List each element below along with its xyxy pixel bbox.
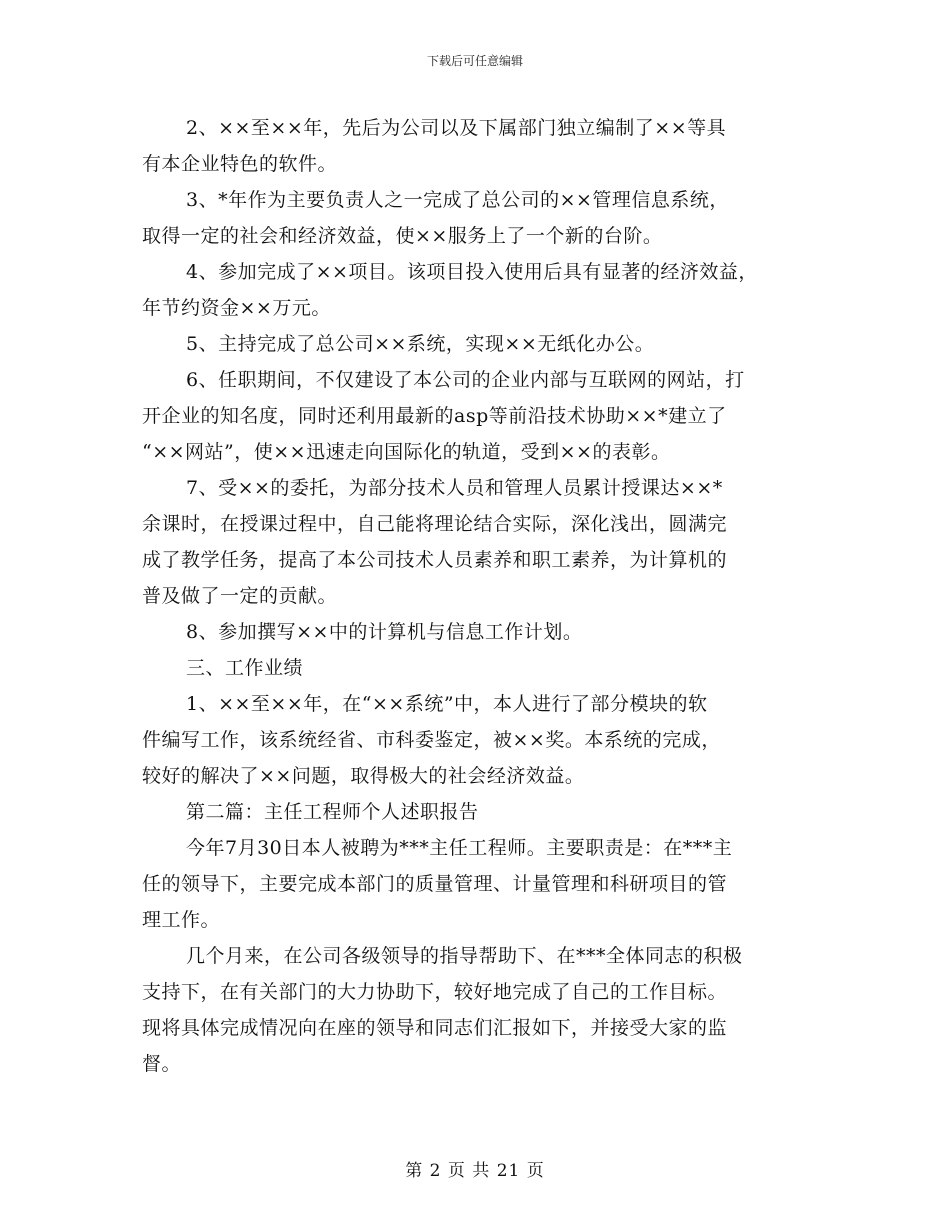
text-line: 现将具体完成情况向在座的领导和同志们汇报如下，并接受大家的监: [142, 1017, 728, 1039]
text-line: 1、××至××年，在“××系统”中，本人进行了部分模块的软: [186, 693, 708, 715]
text-line: 件编写工作，该系统经省、市科委鉴定，被××奖。本系统的完成，: [142, 729, 721, 751]
text-line: 任的领导下，主要完成本部门的质量管理、计量管理和科研项目的管: [142, 873, 728, 895]
section-heading: 三、工作业绩: [186, 657, 304, 679]
text-line: 较好的解决了××问题，取得极大的社会经济效益。: [142, 765, 585, 787]
text-line: 5、主持完成了总公司××系统，实现××无纸化办公。: [186, 333, 655, 355]
text-line: 6、任职期间，不仅建设了本公司的企业内部与互联网的网站，打: [186, 369, 745, 391]
text-line: 几个月来，在公司各级领导的指导帮助下、在***全体同志的积极: [186, 945, 743, 967]
text-line: 7、受××的委托，为部分技术人员和管理人员累计授课达××*: [186, 477, 723, 499]
text-line: 8、参加撰写××中的计算机与信息工作计划。: [186, 621, 583, 643]
text-line: 支持下，在有关部门的大力协助下，较好地完成了自己的工作目标。: [142, 981, 728, 1003]
text-line: 4、参加完成了××项目。该项目投入使用后具有显著的经济效益，: [186, 261, 758, 283]
document-body: [142, 110, 822, 1082]
text-line: “××网站”，使××迅速走向国际化的轨道，受到××的表彰。: [142, 441, 671, 463]
text-line: 督。: [142, 1053, 182, 1075]
section-heading: 第二篇：主任工程师个人述职报告: [186, 801, 479, 823]
text-line: 今年7月30日本人被聘为***主任工程师。主要职责是：在***主: [186, 837, 733, 859]
text-line: 2、××至××年，先后为公司以及下属部门独立编制了××等具: [186, 117, 727, 139]
text-line: 成了教学任务，提高了本公司技术人员素养和职工素养，为计算机的: [142, 549, 728, 571]
page-footer: 第 2 页 共 21 页: [405, 1161, 545, 1181]
text-line: 开企业的知名度，同时还利用最新的asp等前沿技术协助××*建立了: [142, 405, 727, 427]
text-line: 理工作。: [142, 909, 221, 931]
text-line: 取得一定的社会和经济效益，使××服务上了一个新的台阶。: [142, 225, 663, 247]
text-line: 余课时，在授课过程中，自己能将理论结合实际，深化浅出，圆满完: [142, 513, 728, 535]
text-line: 3、*年作为主要负责人之一完成了总公司的××管理信息系统，: [186, 189, 729, 211]
text-line: 有本企业特色的软件。: [142, 153, 338, 175]
text-line: 普及做了一定的贡献。: [142, 585, 338, 607]
text-line: 年节约资金××万元。: [142, 297, 331, 319]
page-header: 下载后可任意编辑: [426, 54, 523, 68]
